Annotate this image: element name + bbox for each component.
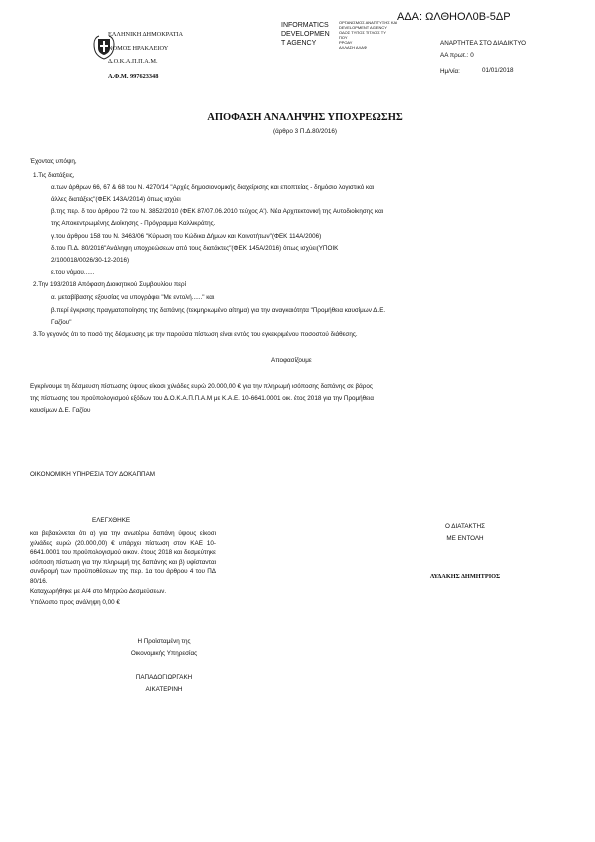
signatory-role-2: ΜΕ ΕΝΤΟΛΗ — [446, 535, 484, 542]
item-3: 3.Το γεγονός ότι το ποσό της δέσμευσης με την παρούσα πίστωση είναι εντός του εγκεκριμένου ποσοστού διάθεσης. — [33, 331, 358, 338]
agency-small-5: ΡΡΟΑΥ — [339, 40, 353, 45]
agency-small-3: ΟΔΟΣ ΤΥΠΟΣ ΤΙΤΛΟΣ ΤΥ — [339, 30, 386, 35]
document-title: ΑΠΟΦΑΣΗ ΑΝΑΛΗΨΗΣ ΥΠΟΧΡΕΩΣΗΣ — [207, 112, 403, 123]
agency-small-2: DEVELOPMENT AGENCY — [339, 25, 387, 30]
item-2: 2.Την 193/2018 Απόφαση Διοικητικού Συμβουλίου περί — [33, 281, 186, 288]
item-1d-line-2: 2/100018/0026/30-12-2016) — [51, 257, 130, 264]
finance-service-heading: ΟΙΚΟΝΟΜΙΚΗ ΥΠΗΡΕΣΙΑ ΤΟΥ ΔΟΚΑΠΠΑΜ — [30, 471, 156, 478]
item-1e: ε.του νόμου...... — [51, 269, 95, 276]
approval-line-2: της πίστωσης του προϋπολογισμού εξόδων του Δ.Ο.Κ.Α.Π.Π.Α.Μ με Κ.Α.Ε. 10-6641.0001 οικ. έτος 2018 για την Προμήθεια — [30, 395, 375, 402]
ada-code: ΑΔΑ: ΩΛΘΗΟΛ0Β-5ΔΡ — [397, 11, 511, 23]
item-1a-line-2: άλλες διατάξεις"(ΦΕΚ 143Α/2014) όπως ισχύει — [51, 196, 181, 203]
protocol-number: ΑΑ πρωτ.: 0 — [440, 52, 474, 59]
item-1b-line-1: β.της περ. δ του άρθρου 72 του Ν. 3852/2010 (ΦΕΚ 87/07.06.2010 τεύχος Α'). Νέα Αρχιτεκτονική της Αυτοδιοίκησης και — [51, 208, 384, 215]
finance-verification-text: και βεβαιώνεται ότι α) για την ανωτέρω δαπάνη ύψους είκοσι χιλιάδες ευρώ (20.000,00) € υπάρχει πίστωση στον ΚΑΕ 10-6641.0001 του προϋπολογισμού οικον. έτους 2018 και δεσμεύτηκε ισόποση πίστωση για την πληρωμή της δαπάνης και β) υφίστανται συνδρομή των προϋποθέσεων της περ. 1α του άρθρου 4 του ΠΔ 80/16. — [30, 530, 216, 585]
finance-head-title-1: Η Προϊσταμένη της — [137, 638, 191, 645]
item-1a-line-1: α.των άρθρων 66, 67 & 68 του Ν. 4270/14 "Αρχές δημοσιονομικής διαχείρισης και εποπτείας - δημόσιο λογιστικό και — [51, 184, 375, 191]
issuer-line-3: Δ.Ο.Κ.Α.Π.Π.Α.Μ. — [108, 58, 158, 65]
date-label: Ημ/νία: — [440, 68, 460, 75]
finance-head-title-2: Οικονομικής Υπηρεσίας — [130, 650, 198, 657]
finance-head-name-2: ΑΙΚΑΤΕΡΙΝΗ — [145, 686, 183, 693]
remaining-balance: Υπόλοιπο προς ανάληψη 0,00 € — [30, 599, 120, 606]
issuer-line-1: ΕΛΛΗΝΙΚΗ ΔΗΜΟΚΡΑΤΙΑ — [108, 31, 184, 38]
signatory-role-1: Ο ΔΙΑΤΑΚΤΗΣ — [444, 523, 486, 530]
agency-small-1: ΟΡΓΑΝΙΣΜΟΣ ΑΝΑΠΤΥΞΗΣ ΚΑΙ — [339, 20, 398, 25]
item-2a: α. μεταβίβασης εξουσίας να υπογράφει "Με εντολή......" και — [51, 294, 215, 301]
approval-line-3: καυσίμων Δ.Ε. Γαζίου — [30, 407, 91, 414]
agency-logo-line-2: DEVELOPMEN — [281, 31, 330, 38]
agency-logo-line-3: T AGENCY — [281, 40, 317, 47]
date-value: 01/01/2018 — [482, 67, 514, 74]
finance-head-name-1: ΠΑΠΑΔΟΓΙΩΡΓΑΚΗ — [135, 674, 193, 681]
intro-line: Έχοντας υπόψη, — [30, 158, 77, 165]
item-1c: γ.του άρθρου 158 του Ν. 3463/06 "Κύρωση του Κώδικα Δήμων και Κοινοτήτων"(ΦΕΚ 114Α/2006) — [51, 233, 322, 240]
agency-small-4: ΠΟΥ — [339, 35, 348, 40]
issuer-line-4: Α.Φ.Μ. 997623348 — [108, 73, 159, 80]
post-online-note: ΑΝΑΡΤΗΤΕΑ ΣΤΟ ΔΙΑΔΙΚΤΥΟ — [440, 40, 527, 47]
decision-heading: Αποφασίζουμε — [271, 357, 312, 364]
item-1b-line-2: της Αποκεντρωμένης Διοίκησης - Πρόγραμμα Καλλικράτης. — [51, 220, 216, 227]
issuer-line-2: ΝΟΜΟΣ ΗΡΑΚΛΕΙΟΥ — [108, 45, 169, 52]
item-2b-line-1: β.περί έγκρισης πραγματοποίησης της δαπάνης (τεκμηριωμένο αίτημα) για την αναγκαιότητα "Προμήθεια καυσίμων Δ.Ε. — [51, 307, 386, 314]
item-1d-line-1: δ.του Π.Δ. 80/2016"Ανάληψη υποχρεώσεων από τους διατάκτες"(ΦΕΚ 145Α/2016) όπως ισχύει(ΥΠΟΙΚ — [51, 245, 339, 252]
item-1: 1.Τις διατάξεις, — [33, 172, 75, 179]
checked-label: ΕΛΕΓΧΘΗΚΕ — [92, 517, 131, 524]
agency-small-6: ΑΛΛΑΣΗ ΑΛΑΦ — [339, 45, 368, 50]
registration-note: Καταχωρήθηκε με Α/4 στο Μητρώο Δεσμεύσεων. — [30, 588, 167, 595]
approval-line-1: Εγκρίνουμε τη δέσμευση πίστωσης ύψους είκοσι χιλιάδες ευρώ 20.000,00 € για την πληρωμή ισόποσης δαπάνης σε βάρος — [30, 383, 373, 390]
signatory-name: ΛΥΔΑΚΗΣ ΔΗΜΗΤΡΙΟΣ — [429, 573, 501, 580]
agency-logo-line-1: INFORMATICS — [281, 22, 329, 29]
item-2b-line-2: Γαζίου" — [51, 319, 72, 326]
document-subtitle: (άρθρο 3 Π.Δ.80/2016) — [272, 128, 338, 135]
